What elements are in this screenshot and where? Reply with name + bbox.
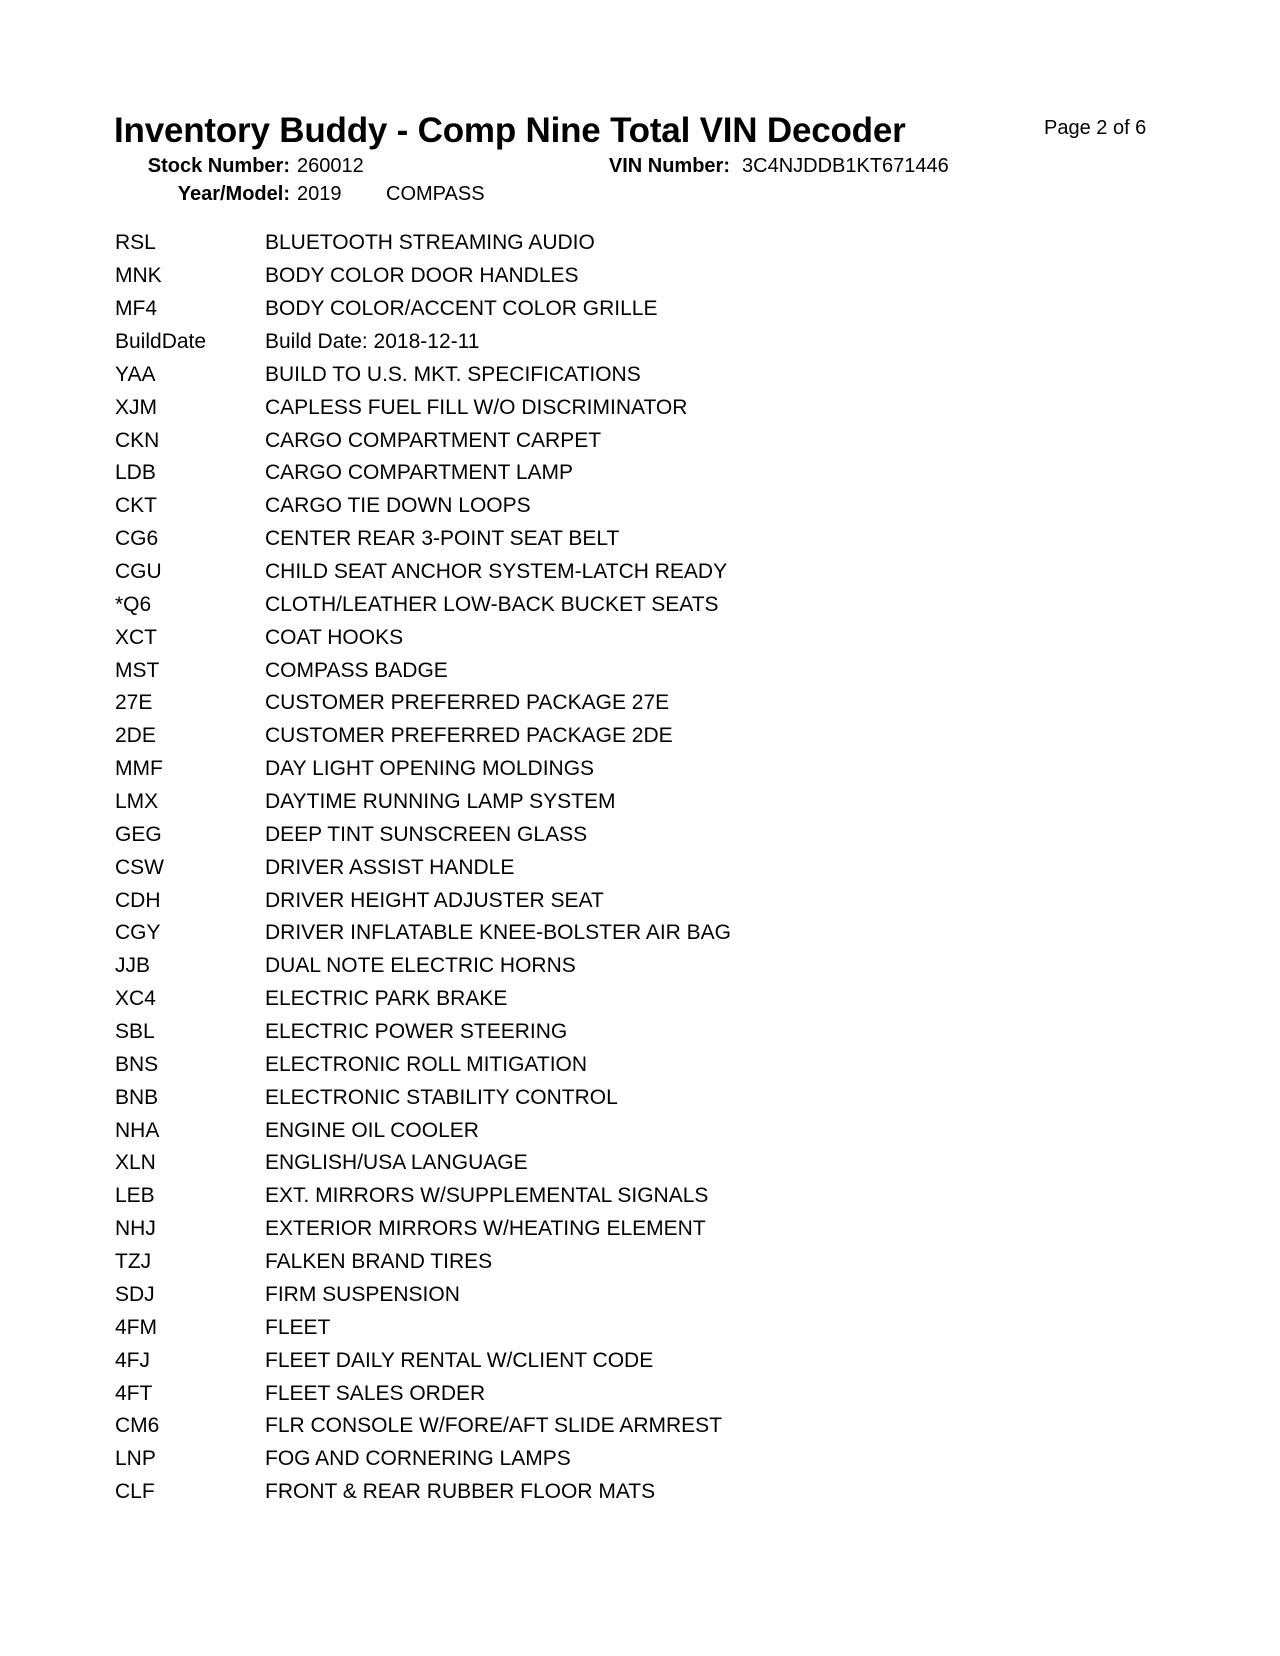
list-item <box>115 1377 1015 1410</box>
option-code: CLF <box>115 1480 155 1504</box>
option-code: BuildDate <box>115 330 207 353</box>
model-value: COMPASS <box>386 183 485 205</box>
option-description: FLR CONSOLE W/FORE/AFT SLIDE ARMREST <box>265 1414 723 1438</box>
option-description: CENTER REAR 3-POINT SEAT BELT <box>265 527 620 551</box>
option-description: DRIVER INFLATABLE KNEE-BOLSTER AIR BAG <box>265 921 732 945</box>
vin-number-value: 3C4NJDDB1KT671446 <box>742 155 949 177</box>
option-code: XJM <box>115 395 157 419</box>
option-description: EXTERIOR MIRRORS W/HEATING ELEMENT <box>265 1217 706 1241</box>
option-code: XC4 <box>115 987 156 1011</box>
option-description: ENGINE OIL COOLER <box>265 1118 479 1142</box>
option-description: BLUETOOTH STREAMING AUDIO <box>265 231 595 255</box>
option-description: CUSTOMER PREFERRED PACKAGE 2DE <box>265 724 673 748</box>
option-code: BNS <box>115 1052 159 1076</box>
page-title: Inventory Buddy - Comp Nine Total VIN Decoder <box>114 111 906 150</box>
list-item <box>115 1016 1015 1049</box>
option-code-list <box>115 227 1015 1509</box>
option-description: CHILD SEAT ANCHOR SYSTEM-LATCH READY <box>265 560 728 584</box>
stock-number-value: 260012 <box>297 155 364 177</box>
list-item <box>115 1311 1015 1344</box>
option-description: CAPLESS FUEL FILL W/O DISCRIMINATOR <box>265 395 688 419</box>
year-model-label: Year/Model: <box>177 183 290 205</box>
option-code: XCT <box>115 625 157 649</box>
option-description: DRIVER HEIGHT ADJUSTER SEAT <box>265 888 604 912</box>
list-item <box>115 1410 1015 1443</box>
option-description: ELECTRONIC STABILITY CONTROL <box>265 1085 618 1109</box>
option-code: LMX <box>115 790 159 814</box>
option-description: BODY COLOR/ACCENT COLOR GRILLE <box>265 297 658 321</box>
option-description: COMPASS BADGE <box>265 658 448 682</box>
option-description: Build Date: 2018-12-11 <box>265 330 480 353</box>
option-code: LDB <box>115 461 156 485</box>
stock-number-label: Stock Number: <box>147 155 290 177</box>
list-item <box>115 621 1015 654</box>
option-description: DUAL NOTE ELECTRIC HORNS <box>265 954 576 978</box>
list-item <box>115 424 1015 457</box>
option-code: 4FJ <box>115 1348 151 1372</box>
list-item <box>115 1476 1015 1509</box>
option-description: DEEP TINT SUNSCREEN GLASS <box>265 822 588 846</box>
list-item <box>115 720 1015 753</box>
option-code: BNB <box>115 1085 159 1109</box>
list-item <box>115 1180 1015 1213</box>
option-description: CARGO COMPARTMENT LAMP <box>265 461 574 485</box>
list-item <box>115 588 1015 621</box>
option-description: FIRM SUSPENSION <box>265 1282 460 1306</box>
option-code: XLN <box>115 1151 156 1175</box>
option-description: FOG AND CORNERING LAMPS <box>265 1447 571 1471</box>
option-code: TZJ <box>115 1250 152 1274</box>
option-code: CDH <box>115 888 161 912</box>
option-description: BODY COLOR DOOR HANDLES <box>265 264 579 288</box>
option-code: SBL <box>115 1020 155 1044</box>
option-code: 2DE <box>115 724 156 748</box>
option-code: NHA <box>115 1118 160 1142</box>
option-code: SDJ <box>115 1282 155 1306</box>
option-code: *Q6 <box>115 592 152 616</box>
option-code: 4FT <box>115 1381 153 1405</box>
list-item <box>115 391 1015 424</box>
option-code: CM6 <box>115 1414 160 1438</box>
list-item <box>115 1081 1015 1114</box>
list-item <box>115 260 1015 293</box>
list-item <box>115 950 1015 983</box>
option-description: EXT. MIRRORS W/SUPPLEMENTAL SIGNALS <box>265 1184 709 1208</box>
option-code: LNP <box>115 1447 156 1471</box>
option-description: ELECTRIC PARK BRAKE <box>265 987 508 1011</box>
list-item <box>115 1114 1015 1147</box>
option-description: FRONT & REAR RUBBER FLOOR MATS <box>265 1480 656 1504</box>
list-item <box>115 523 1015 556</box>
option-description: CLOTH/LEATHER LOW-BACK BUCKET SEATS <box>265 592 719 616</box>
option-code: CGY <box>115 921 161 945</box>
option-code: LEB <box>115 1184 155 1208</box>
option-description: ENGLISH/USA LANGUAGE <box>265 1151 528 1175</box>
list-item <box>115 983 1015 1016</box>
option-code: CG6 <box>115 527 159 551</box>
list-item <box>115 457 1015 490</box>
list-item <box>115 917 1015 950</box>
option-code: RSL <box>115 231 156 255</box>
option-code: JJB <box>115 954 151 978</box>
list-item <box>115 358 1015 391</box>
option-description: COAT HOOKS <box>265 625 404 649</box>
option-code: MMF <box>115 757 163 781</box>
list-item <box>115 654 1015 687</box>
list-item <box>115 227 1015 260</box>
list-item <box>115 1147 1015 1180</box>
list-item <box>115 851 1015 884</box>
list-item <box>115 786 1015 819</box>
option-description: DAY LIGHT OPENING MOLDINGS <box>265 757 595 781</box>
option-description: CUSTOMER PREFERRED PACKAGE 27E <box>265 691 670 715</box>
option-description: FLEET <box>265 1315 331 1339</box>
option-description: FALKEN BRAND TIRES <box>265 1250 493 1274</box>
option-description: BUILD TO U.S. MKT. SPECIFICATIONS <box>265 362 641 386</box>
vin-number-label: VIN Number: <box>608 155 730 177</box>
year-value: 2019 <box>297 183 342 205</box>
option-code: CKT <box>115 494 157 518</box>
list-item <box>115 490 1015 523</box>
option-description: DRIVER ASSIST HANDLE <box>265 855 515 879</box>
option-code: MF4 <box>115 297 157 321</box>
option-description: ELECTRIC POWER STEERING <box>265 1020 568 1044</box>
page-number: Page 2 of 6 <box>1044 117 1147 139</box>
list-item <box>115 326 1015 359</box>
list-item <box>115 293 1015 326</box>
option-description: DAYTIME RUNNING LAMP SYSTEM <box>265 790 616 814</box>
option-description: FLEET DAILY RENTAL W/CLIENT CODE <box>265 1348 654 1372</box>
option-code: GEG <box>115 822 162 846</box>
list-item <box>115 884 1015 917</box>
option-description: CARGO COMPARTMENT CARPET <box>265 428 602 452</box>
list-item <box>115 1048 1015 1081</box>
option-description: CARGO TIE DOWN LOOPS <box>265 494 531 518</box>
option-code: MST <box>115 658 160 682</box>
list-item <box>115 1213 1015 1246</box>
option-code: CGU <box>115 560 162 584</box>
option-code: 4FM <box>115 1315 157 1339</box>
list-item <box>115 1246 1015 1279</box>
list-item <box>115 687 1015 720</box>
list-item <box>115 753 1015 786</box>
option-description: FLEET SALES ORDER <box>265 1381 486 1405</box>
list-item <box>115 818 1015 851</box>
option-code: MNK <box>115 264 162 288</box>
list-item <box>115 1443 1015 1476</box>
list-item <box>115 1279 1015 1312</box>
option-code: YAA <box>115 362 156 386</box>
option-code: CSW <box>115 855 164 879</box>
list-item <box>115 556 1015 589</box>
option-description: ELECTRONIC ROLL MITIGATION <box>265 1052 588 1076</box>
list-item <box>115 1344 1015 1377</box>
option-code: 27E <box>115 691 153 715</box>
option-code: NHJ <box>115 1217 156 1241</box>
option-code: CKN <box>115 428 160 452</box>
